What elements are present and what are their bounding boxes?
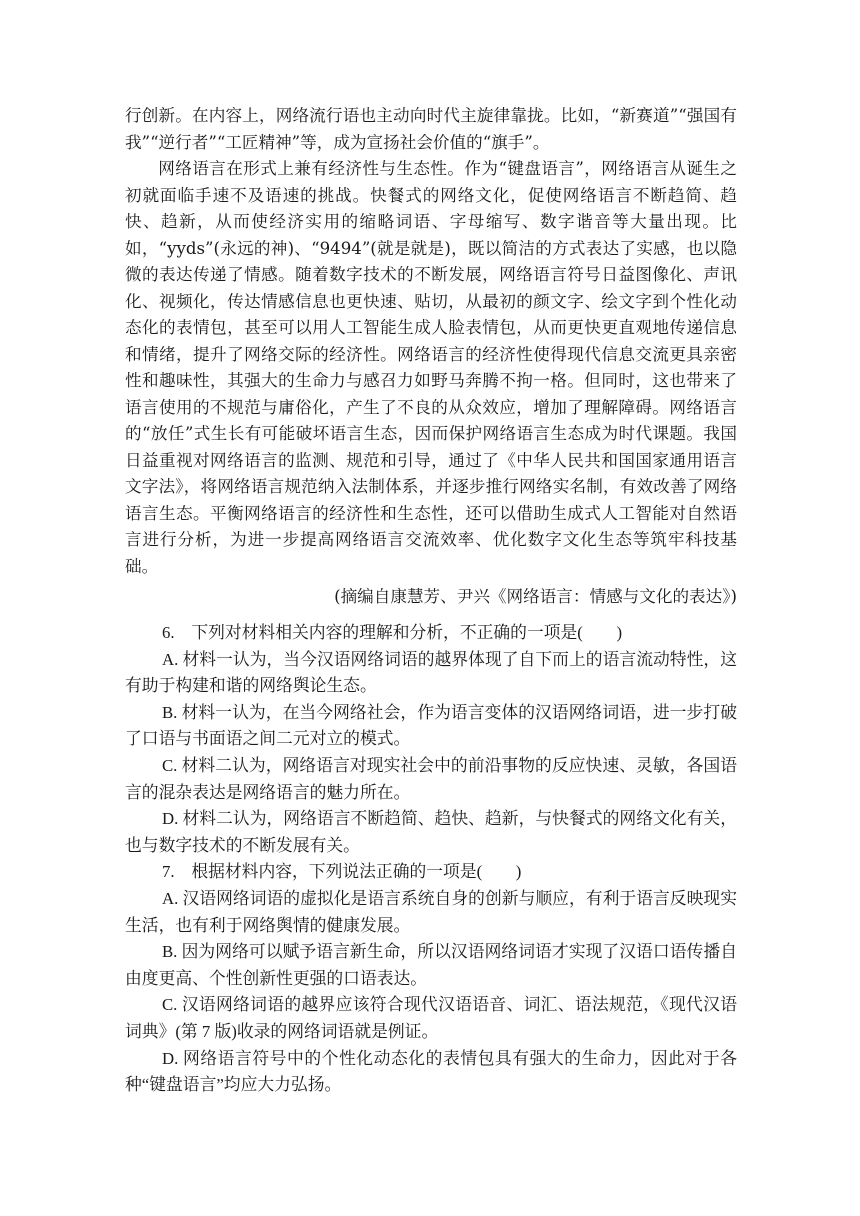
option-b: B. 因为网络可以赋予语言新生命，所以汉语网络词语才实现了汉语口语传播自由度更高、个性创新性更强的口语表达。 [125,942,737,988]
option-d: D. 网络语言符号中的个性化动态化的表情包具有强大的生命力，因此对于各种“键盘语言”均应大力弘扬。 [125,1048,737,1095]
option-c: C. 材料二认为，网络语言对现实社会中的前沿事物的反应快速、灵敏，各国语言的混杂表达是网络语言的魅力所在。 [125,755,737,802]
passage-paragraph-2: 网络语言在形式上兼有经济性与生态性。作为“键盘语言”，网络语言从诞生之初就面临手速不及语速的挑战。快餐式的网络文化，促使网络语言不断趋简、趋快、趋新，从而使经济实用的缩略词语、字母缩写、数字谐音等大量出现。比如，“yyds”(永远的神)、“9494”(就是就是)，既以简洁的方式表达了实感，也以隐微的表达传递了情感。随着数字技术的不断发展，网络语言符号日益图像化、声讯化、视频化，传达情感信息也更快速、贴切，从最初的颜文字、绘文字到个性化动态化的表情包，甚至可以用人工智能生成人脸表情包，从而更快更直观地传递信息和情绪，提升了网络交际的经济性。网络语言的经济性使得现代信息交流更具亲密性和趣味性，其强大的生命力与感召力如野马奔腾不拘一格。但同时，这也带来了语言使用的不规范与庸俗化，产生了不良的从众效应，增加了理解障碍。网络语言的“放任”式生长有可能破坏语言生态，因而保护网络语言生态成为时代课题。我国日益重视对网络语言的监测、规范和引导，通过了《中华人民共和国国家通用语言文字法》，将网络语言规范纳入法制体系，并逐步推行网络实名制，有效改善了网络语言生态。平衡网络语言的经济性和生态性，还可以借助生成式人工智能对自然语言进行分析，为进一步提高网络语言交流效率、优化数字文化生态等筑牢科技基础。 [125,159,737,576]
option-a: A. 汉语网络词语的虚拟化是语言系统自身的创新与顺应，有利于语言反映现实生活，也有利于网络舆情的健康发展。 [125,888,737,935]
option-c: C. 汉语网络词语的越界应该符合现代汉语语音、词汇、语法规范，《现代汉语词典》(第 7 版)收录的网络词语就是例证。 [125,995,737,1041]
question-section [125,620,737,1099]
question-stem: 6. 下列对材料相关内容的理解和分析，不正确的一项是( ) [161,623,623,642]
question-stem: 7. 根据材料内容，下列说法正确的一项是( ) [161,862,522,882]
passage-paragraph-1-tail: 行创新。在内容上，网络流行语也主动向时代主旋律靠拢。比如，“新赛道”“强国有我”“逆行者”“工匠精神”等，成为宣扬社会价值的“旗手”。 [125,106,737,152]
question-6 [125,620,737,859]
option-a: A. 材料一认为，当今汉语网络词语的越界体现了自下而上的语言流动特性，这有助于构建和谐的网络舆论生态。 [125,649,737,696]
passage-source-citation: (摘编自康慧芳、尹兴《网络语言：情感与文化的表达》) [334,587,737,606]
question-7 [125,859,737,1098]
reading-passage [125,103,737,611]
option-d: D. 材料二认为，网络语言不断趋简、趋快、趋新，与快餐式的网络文化有关，也与数字技术的不断发展有关。 [125,809,737,855]
option-b: B. 材料一认为，在当今网络社会，作为语言变体的汉语网络词语，进一步打破了口语与书面语之间二元对立的模式。 [125,702,737,749]
